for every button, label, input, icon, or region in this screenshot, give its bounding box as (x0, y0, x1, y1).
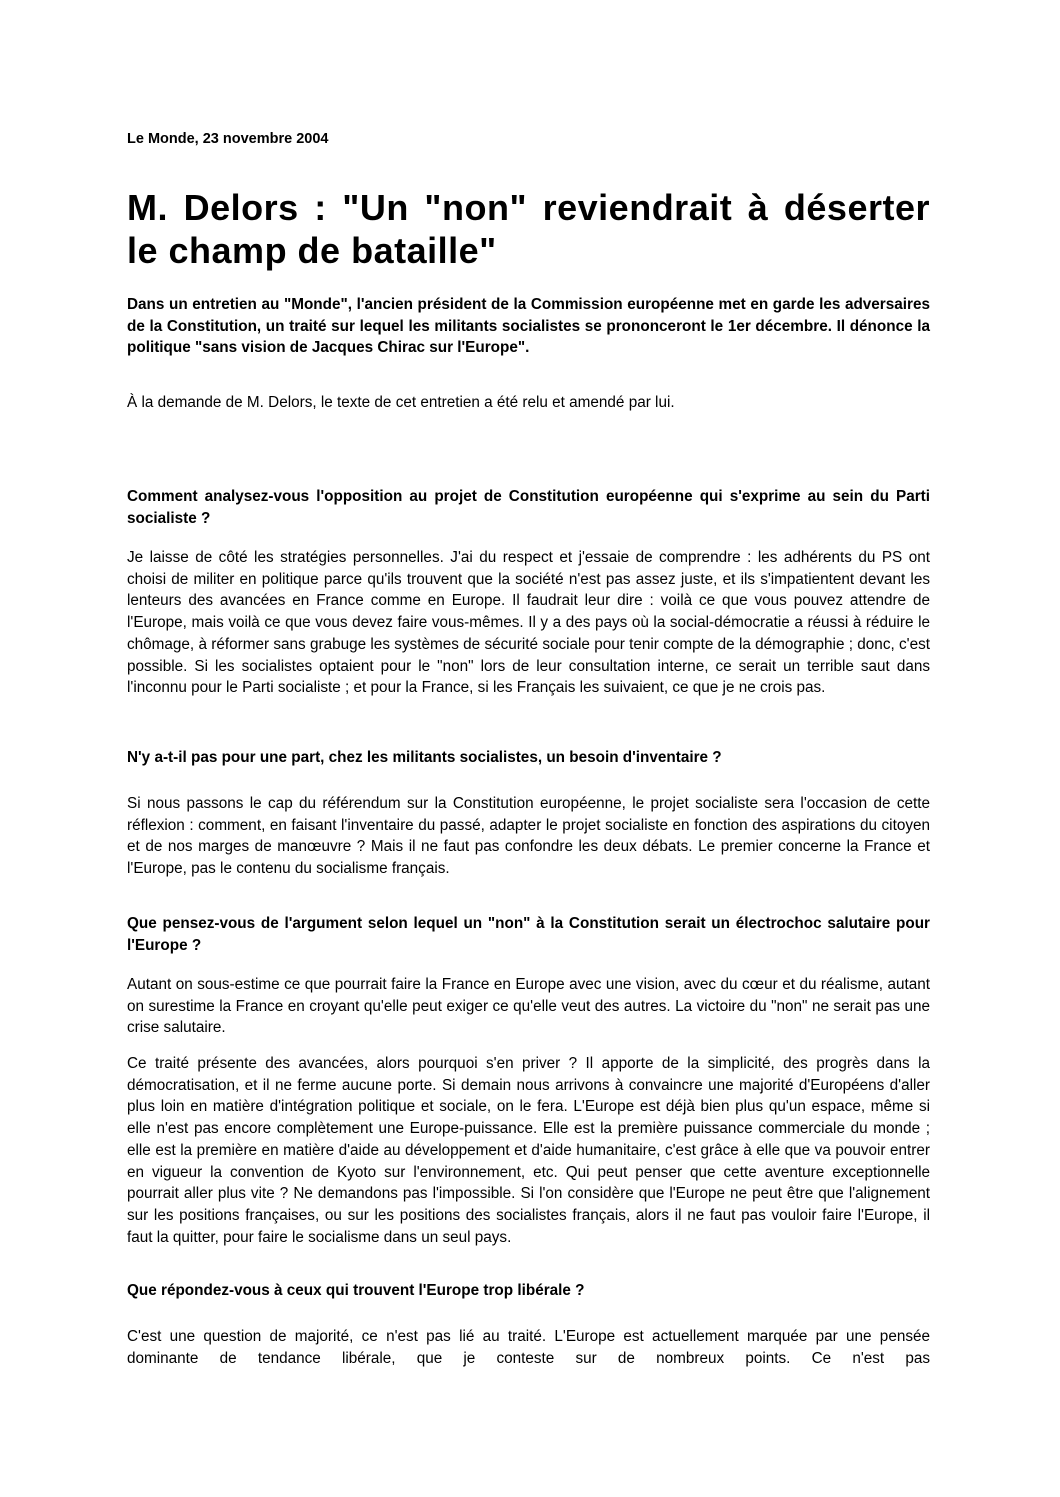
answer-3: Autant on sous-estime ce que pourrait faire la France en Europe avec une vision, avec du cœur et du réalisme, autant on surestime la France en croyant qu'elle peut exiger ce qu'elle veut des autres. La victoire du "non" ne serait pas une crise salutaire. (127, 976, 930, 1037)
editor-note: À la demande de M. Delors, le texte de cet entretien a été relu et amendé par lui. (127, 394, 675, 411)
question-4: Que répondez-vous à ceux qui trouvent l'Europe trop libérale ? (127, 1282, 585, 1299)
lead-paragraph: Dans un entretien au "Monde", l'ancien président de la Commission européenne met en garde les adversaires de la Constitution, un traité sur lequel les militants socialistes se prononceront le 1er décembre. Il dénonce la politique "sans vision de Jacques Chirac sur l'Europe". (127, 296, 930, 357)
answer-4: C'est une question de majorité, ce n'est pas lié au traité. L'Europe est actuellement marquée par une pensée dominante de tendance libérale, que je conteste sur de nombreux points. Ce n'est pas (127, 1328, 930, 1367)
question-3: Que pensez-vous de l'argument selon lequel un "non" à la Constitution serait un électrochoc salutaire pour l'Europe ? (127, 915, 930, 954)
source-dateline: Le Monde, 23 novembre 2004 (127, 131, 329, 147)
article-title: M. Delors : "Un "non" reviendrait à déserter le champ de bataille" (127, 187, 930, 271)
question-2: N'y a-t-il pas pour une part, chez les militants socialistes, un besoin d'inventaire ? (127, 749, 722, 766)
answer-1: Je laisse de côté les stratégies personnelles. J'ai du respect et j'essaie de comprendre : les adhérents du PS ont choisi de militer en politique parce qu'ils trouvent que la société n'est pas assez juste, et ils s'impatientent devant les lenteurs des avancées en France comme en Europe. Il faudrait leur dire : voilà ce que vous pouvez attendre de l'Europe, mais voilà ce que vous devez faire vous-mêmes. Il y a des pays où la social-démocratie a réussi à réduire le chômage, à réformer sans grabuge les systèmes de sécurité sociale pour tenir compte de la démographie ; donc, c'est possible. Si les socialistes optaient pour le "non" lors de leur consultation interne, ce serait un terrible saut dans l'inconnu pour le Parti socialiste ; et pour la France, si les Français les suivaient, ce que je ne crois pas. (127, 549, 930, 697)
question-1: Comment analysez-vous l'opposition au projet de Constitution européenne qui s'exprime au sein du Parti socialiste ? (127, 488, 930, 527)
answer-2: Si nous passons le cap du référendum sur la Constitution européenne, le projet socialiste sera l'occasion de cette réflexion : comment, en faisant l'inventaire du passé, adapter le projet socialiste en fonction des aspirations du citoyen et de nos marges de manœuvre ? Mais il ne faut pas confondre les deux débats. Le premier concerne la France et l'Europe, pas le contenu du socialisme français. (127, 795, 930, 878)
answer-3-continued: Ce traité présente des avancées, alors pourquoi s'en priver ? Il apporte de la simplicité, des progrès dans la démocratisation, et il ne ferme aucune porte. Si demain nous arrivons à convaincre une majorité d'Européens d'aller plus loin en matière d'intégration politique et sociale, on le fera. L'Europe est déjà bien plus qu'un espace, même si elle n'est pas encore complètement une Europe-puissance. Elle est la première puissance commerciale du monde ; elle est la première en matière d'aide au développement et d'aide humanitaire, c'est grâce à elle que va pouvoir entrer en vigueur la convention de Kyoto sur l'environnement, etc. Qui peut penser que cette aventure exceptionnelle pourrait aller plus vite ? Ne demandons pas l'impossible. Si l'on considère que l'Europe ne peut être que l'alignement sur les positions françaises, ou sur les positions des socialistes français, alors il ne faut pas vouloir faire l'Europe, il faut la quitter, pour faire le socialisme dans un seul pays. (127, 1055, 930, 1246)
